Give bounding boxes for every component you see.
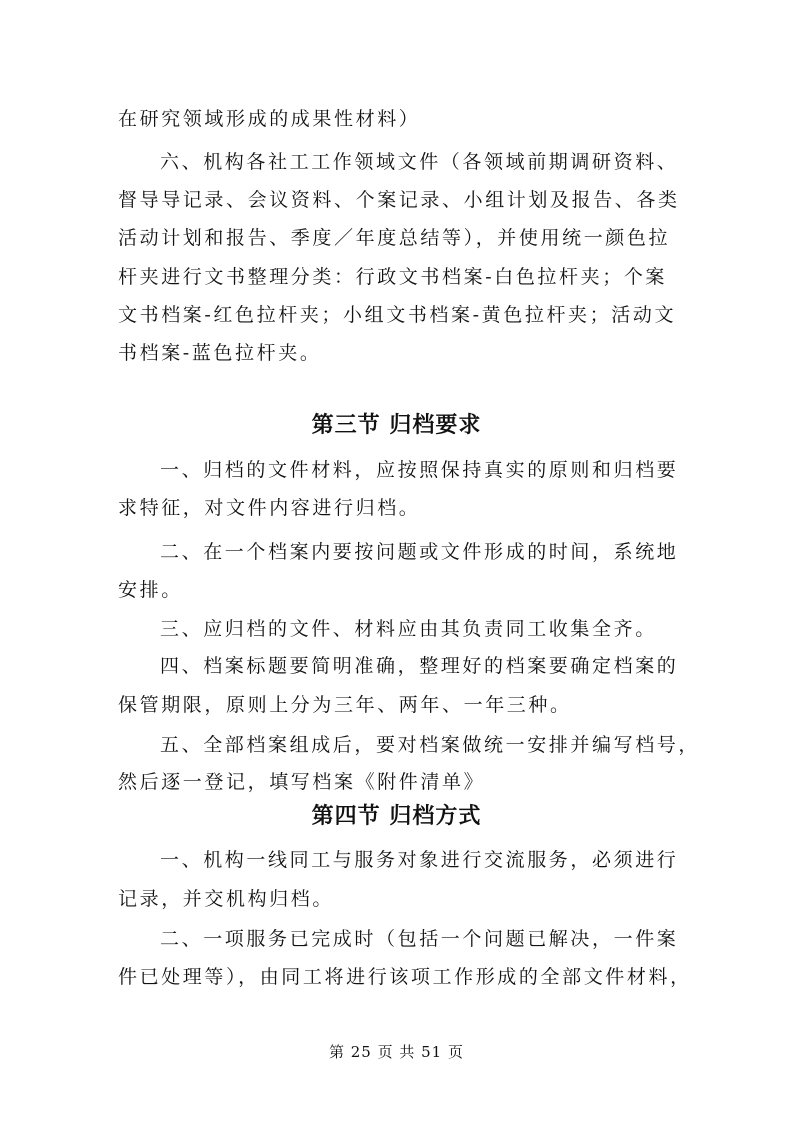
page-number-footer: 第 25 页 共 51 页: [328, 1043, 464, 1061]
paragraph-line: 保管期限，原则上分为三年、两年、一年三种。: [118, 694, 572, 716]
paragraph-line: 文书档案-红色拉杆夹；小组文书档案-黄色拉杆夹；活动文: [118, 304, 677, 326]
paragraph-line: 三、应归档的文件、材料应由其负责同工收集全齐。: [160, 618, 657, 640]
paragraph-line: 活动计划和报告、季度／年度总结等），并使用统一颜色拉: [118, 227, 671, 249]
paragraph-line: 杆夹进行文书整理分类：行政文书档案-白色拉杆夹；个案: [118, 266, 668, 288]
paragraph-line: 一、归档的文件材料，应按照保持真实的原则和归档要: [160, 459, 679, 481]
paragraph-line: 安排。: [118, 579, 183, 601]
section-heading: 第三节 归档要求: [311, 413, 482, 438]
paragraph-line: 一、机构一线同工与服务对象进行交流服务，必须进行: [160, 849, 679, 871]
paragraph-line: 件已处理等），由同工将进行该项工作形成的全部文件材料，: [118, 966, 692, 988]
paragraph-line: 督导导记录、会议资料、个案记录、小组计划及报告、各类: [118, 189, 680, 211]
paragraph-line: 记录，并交机构归档。: [118, 888, 335, 910]
paragraph-line: 二、一项服务已完成时（包括一个问题已解决，一件案: [160, 928, 679, 950]
paragraph-line: 求特征，对文件内容进行归档。: [118, 497, 421, 519]
paragraph-line: 在研究领域形成的成果性材料）: [118, 108, 421, 130]
paragraph-line: 书档案-蓝色拉杆夹。: [118, 342, 322, 364]
section-heading: 第四节 归档方式: [311, 804, 482, 829]
paragraph-line: 四、档案标题要简明准确，整理好的档案要确定档案的: [160, 655, 679, 677]
paragraph-line: 五、全部档案组成后，要对档案做统一安排并编写档号，: [160, 734, 701, 756]
paragraph-line: 六、机构各社工工作领域文件（各领域前期调研资料、: [160, 151, 679, 173]
paragraph-line: 然后逐一登记，填写档案《附件清单》: [118, 771, 486, 793]
paragraph-line: 二、在一个档案内要按问题或文件形成的时间，系统地: [160, 541, 679, 563]
